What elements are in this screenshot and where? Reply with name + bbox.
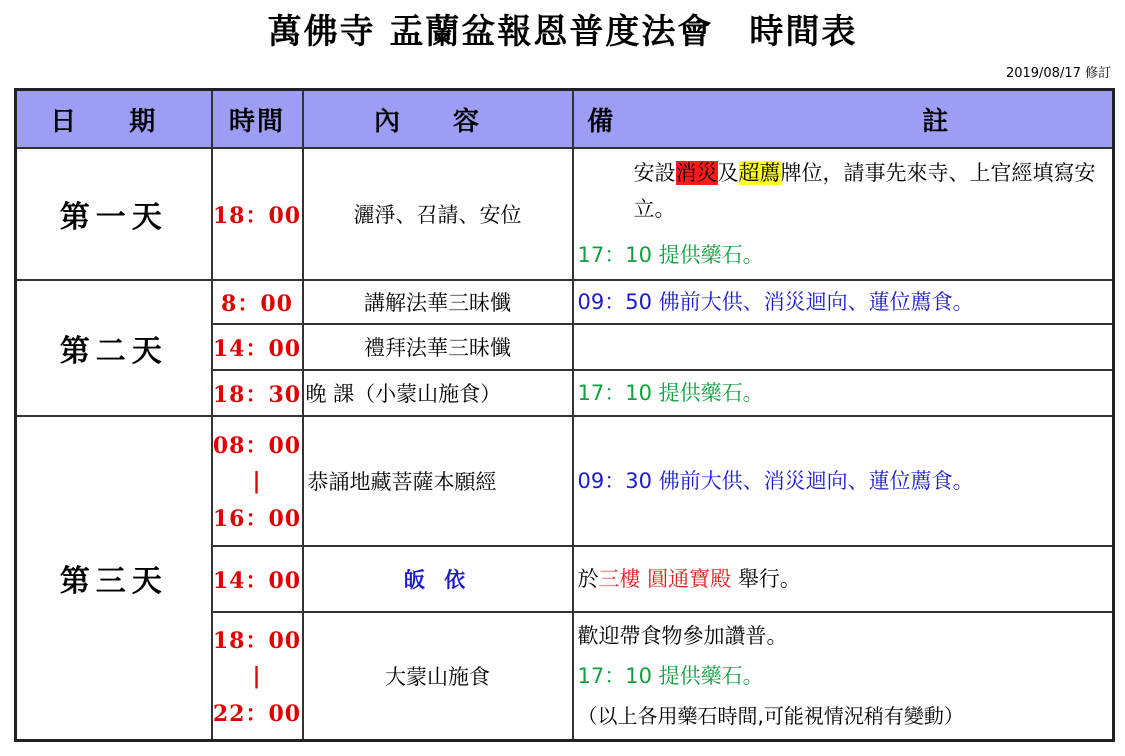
remark-cell (573, 546, 1114, 612)
remark-text: 歡迎帶食物參加讚普。 (577, 623, 788, 648)
schedule-table (14, 88, 1115, 742)
remark-text: 牌位，請事先來寺、上官經填寫安立。 (633, 161, 1096, 221)
header-row (16, 90, 1114, 149)
table-row (16, 416, 1114, 546)
time-cell: 14：00 (212, 546, 303, 612)
highlight-xiaozai: 消災 (675, 161, 718, 185)
content-cell: 恭誦地藏菩薩本願經 (303, 416, 573, 546)
time-cell (212, 612, 303, 740)
location-text: 三樓 圓通寶殿 (598, 567, 732, 591)
remark-cell (573, 148, 1114, 280)
time-cell (212, 416, 303, 546)
content-cell: 大蒙山施食 (303, 612, 573, 740)
day-2-label: 第二天 (16, 280, 212, 416)
day-1-label: 第一天 (16, 148, 212, 280)
time-end: 22：00 (212, 700, 302, 727)
content-cell: 禮拜法華三昧懺 (303, 324, 573, 370)
disclaimer-note: （以上各用藥石時間,可能視情況稍有變動） (577, 703, 964, 728)
time-start: 18：00 (212, 627, 302, 654)
remark-text: 舉行。 (731, 567, 801, 591)
content-cell: 灑淨、召請、安位 (303, 148, 573, 280)
header-content: 內 容 (303, 90, 573, 149)
revision-date: 2019/08/17 修訂 (1005, 66, 1111, 81)
remark-cell (573, 324, 1114, 370)
remark-text: 於 (577, 567, 599, 591)
highlight-chaojian: 超薦 (738, 161, 781, 185)
content-cell: 講解法華三昧懺 (303, 280, 573, 324)
time-cell: 18：30 (212, 370, 303, 416)
remark-cell: 09：50 佛前大供、消災迴向、蓮位薦食。 (573, 280, 1114, 324)
remark-text: 及 (717, 161, 739, 185)
remark-cell (573, 612, 1114, 740)
time-cell: 14：00 (212, 324, 303, 370)
header-time: 時間 (212, 90, 303, 149)
time-cell: 18：00 (212, 148, 303, 280)
content-cell: 皈 依 (303, 546, 573, 612)
remark-text: 安設 (633, 161, 676, 185)
time-end: 16：00 (212, 506, 302, 532)
remark-cell: 17：10 提供藥石。 (573, 370, 1114, 416)
header-date: 日 期 (16, 90, 212, 149)
meal-note: 17：10 提供藥石。 (577, 243, 764, 267)
page-title: 萬佛寺 盂蘭盆報恩普度法會 時間表 (267, 12, 858, 52)
time-cell: 8：00 (212, 280, 303, 324)
meal-note: 17：10 提供藥石。 (577, 663, 764, 688)
content-cell: 晚 課（小蒙山施食） (303, 370, 573, 416)
time-start: 08：00 (212, 433, 302, 459)
remark-cell: 09：30 佛前大供、消災迴向、蓮位薦食。 (573, 416, 1114, 546)
table-row (16, 280, 1114, 324)
day-3-label: 第三天 (16, 416, 212, 740)
header-remarks: 備 註 (573, 90, 1114, 149)
time-range-separator: | (252, 662, 262, 689)
time-range-separator: | (252, 468, 262, 494)
table-row (16, 148, 1114, 280)
